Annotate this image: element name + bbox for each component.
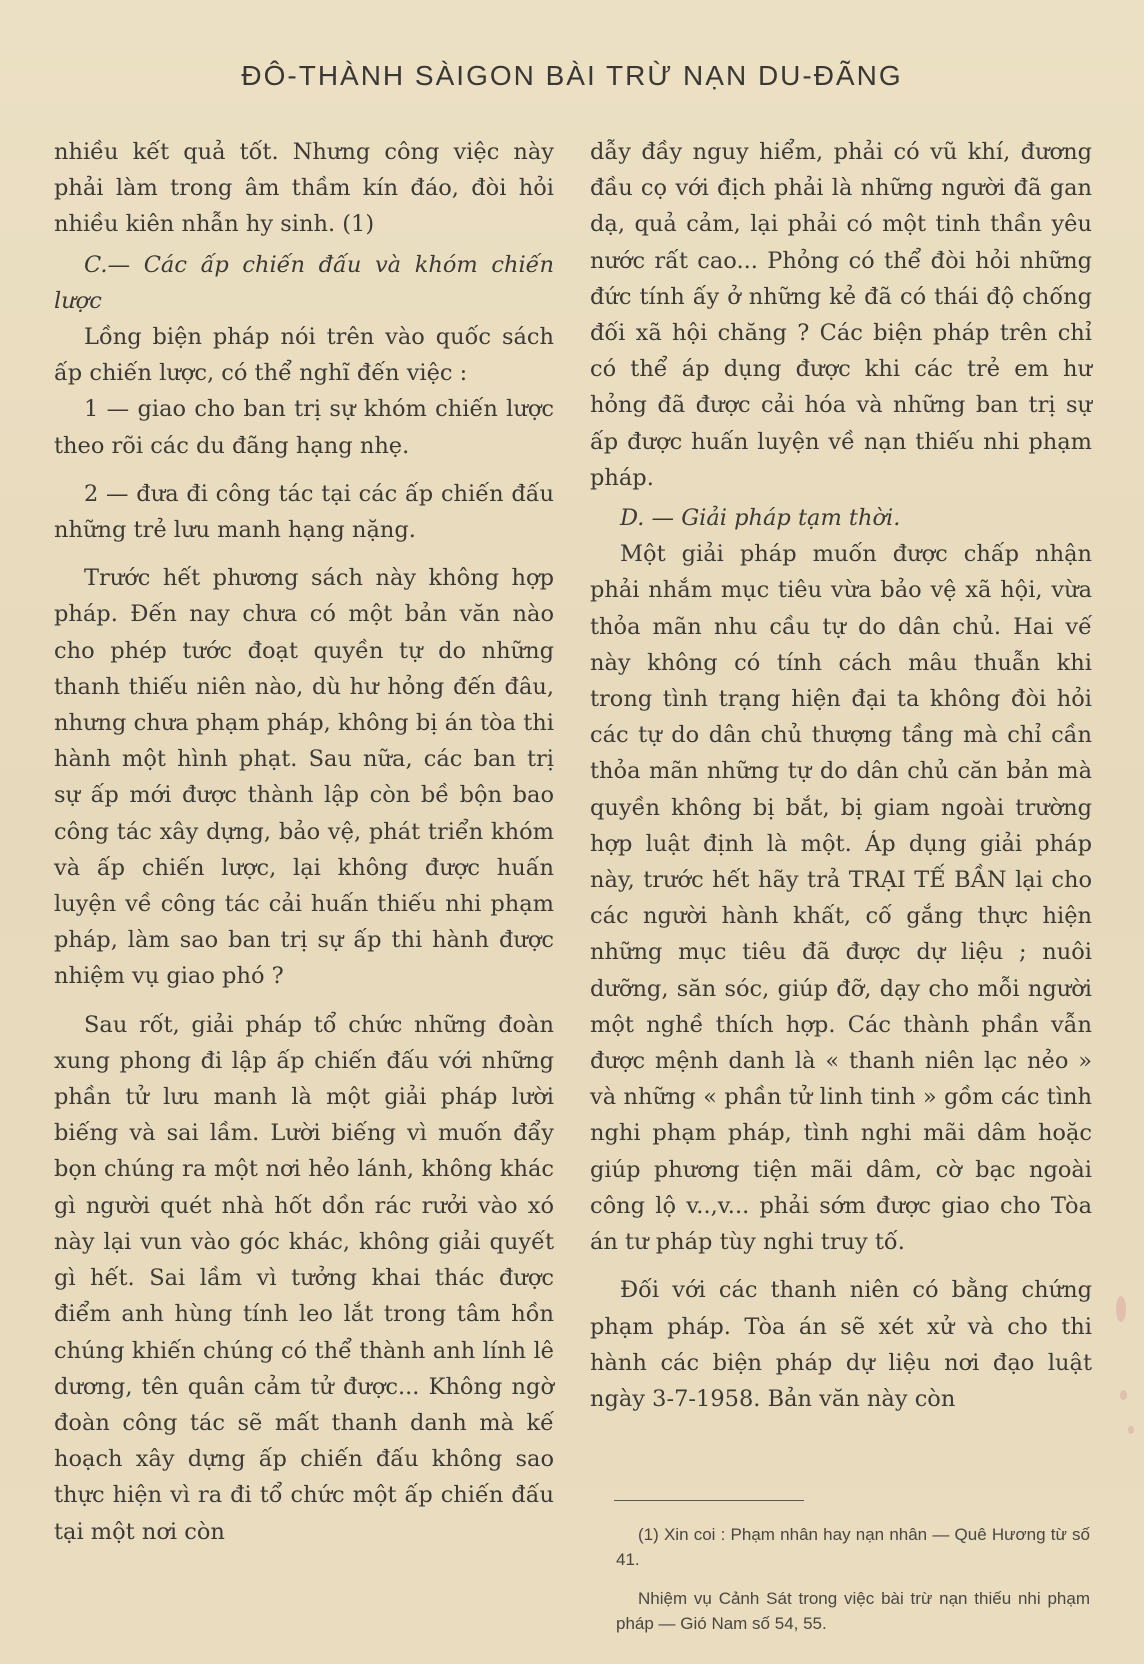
list-item: 1 — giao cho ban trị sự khóm chiến lược theo rõi các du đãng hạng nhẹ. [54,396,554,459]
footnote: Nhiệm vụ Cảnh Sát trong việc bài trừ nạn thiếu nhi phạm pháp — Gió Nam số 54, 55. [616,1589,1090,1633]
paragraph: Đối với các thanh niên có bằng chứng phạm pháp. Tòa án sẽ xét xử và cho thi hành các biện pháp dự liệu nơi đạo luật ngày 3-7-1958. Bản văn này còn [590,1277,1092,1412]
paragraph: Sau rốt, giải pháp tổ chức những đoàn xung phong đi lập ấp chiến đấu với những phần tử lưu manh là một giải pháp lười biếng và sai lầm. Lười biếng vì muốn đẩy bọn chúng ra một nơi hẻo lánh, không khác gì người quét nhà hốt dồn rác rưởi vào xó này lại vun vào góc khác, không giải quyết gì hết. Sai lầm vì tưởng khai thác được điểm anh hùng tính leo lắt trong tâm hồn chúng khiến chúng có thể thành anh lính lê dương, tên quân cảm tử được... Không ngờ đoàn công tác sẽ mất thanh danh mà kế hoạch xây dựng ấp chiến đấu không sao thực hiện vì ra đi tổ chức một ấp chiến đấu tại một nơi còn [54,1011,554,1545]
left-column [54,134,554,1550]
footnotes [616,1522,1090,1636]
page-header: ĐÔ-THÀNH SÀIGON BÀI TRỪ NẠN DU-ĐÃNG [241,60,903,91]
section-heading-c: C.— Các ấp chiến đấu và khóm chiến lược [54,251,554,314]
footnote: (1) Xin coi : Phạm nhân hay nạn nhân — Quê Hương từ số 41. [616,1525,1090,1569]
footnote-divider [614,1500,804,1501]
section-heading-d: D. — Giải pháp tạm thời. [620,505,901,532]
paragraph: nhiều kết quả tốt. Nhưng công việc này phải làm trong âm thầm kín đáo, đòi hỏi nhiều kiên nhẫn hy sinh. (1) [54,139,554,238]
list-item: 2 — đưa đi công tác tại các ấp chiến đấu những trẻ lưu manh hạng nặng. [54,480,554,544]
paragraph: dẫy đầy nguy hiểm, phải có vũ khí, đương đầu cọ với địch phải là những người đã gan dạ, quả cảm, lại phải có một tinh thần yêu nước rất cao... Phỏng có thể đòi hỏi những đức tính ấy ở những kẻ đã có thái độ chống đối xã hội chăng ? Các biện pháp trên chỉ có thể áp dụng được khi các trẻ em hư hỏng đã được cải hóa và những ban trị sự ấp được huấn luyện về nạn thiếu nhi phạm pháp. [590,139,1092,491]
paragraph: Trước hết phương sách này không hợp pháp. Đến nay chưa có một bản văn nào cho phép tước đoạt quyền tự do những thanh thiếu niên nào, dù hư hỏng đến đâu, nhưng chưa phạm pháp, không bị án tòa thi hành một hình phạt. Sau nữa, các ban trị sự ấp mới được thành lập còn bề bộn bao công tác xây dựng, bảo vệ, phát triển khóm và ấp chiến lược, lại không được huấn luyện về công tác cải huấn thiếu nhi phạm pháp, làm sao ban trị sự ấp thi hành được nhiệm vụ giao phó ? [54,565,554,990]
page-stain [1120,1390,1127,1400]
right-column [590,134,1092,1417]
paragraph: Lồng biện pháp nói trên vào quốc sách ấp chiến lược, có thể nghĩ đến việc : [54,324,554,387]
page-stain [1116,1296,1126,1322]
page-stain [1128,1426,1134,1434]
paragraph: Một giải pháp muốn được chấp nhận phải nhắm mục tiêu vừa bảo vệ xã hội, vừa thỏa mãn nhu cầu tự do dân chủ. Hai vế này không có tính cách mâu thuẫn khi trong tình trạng hiện đại ta không đòi hỏi các tự do dân chủ thượng tầng mà chỉ cần thỏa mãn những tự do dân chủ căn bản mà quyền không bị bắt, bị giam ngoài trường hợp luật định là một. Áp dụng giải pháp này, trước hết hãy trả TRẠI TẾ BẦN lại cho các người hành khất, cố gắng thực hiện những mục tiêu đã được dự liệu ; nuôi dưỡng, săn sóc, giúp đỡ, dạy cho mỗi người một nghề thích hợp. Các thành phần vẫn được mệnh danh là « thanh niên lạc nẻo » và những « phần tử linh tinh » gồm các tình nghi phạm pháp, tình nghi mãi dâm hoặc giúp phương tiện mãi dâm, cờ bạc ngoài công lộ v..,v... phải sớm được giao cho Tòa án tư pháp tùy nghi truy tố. [590,541,1092,1256]
